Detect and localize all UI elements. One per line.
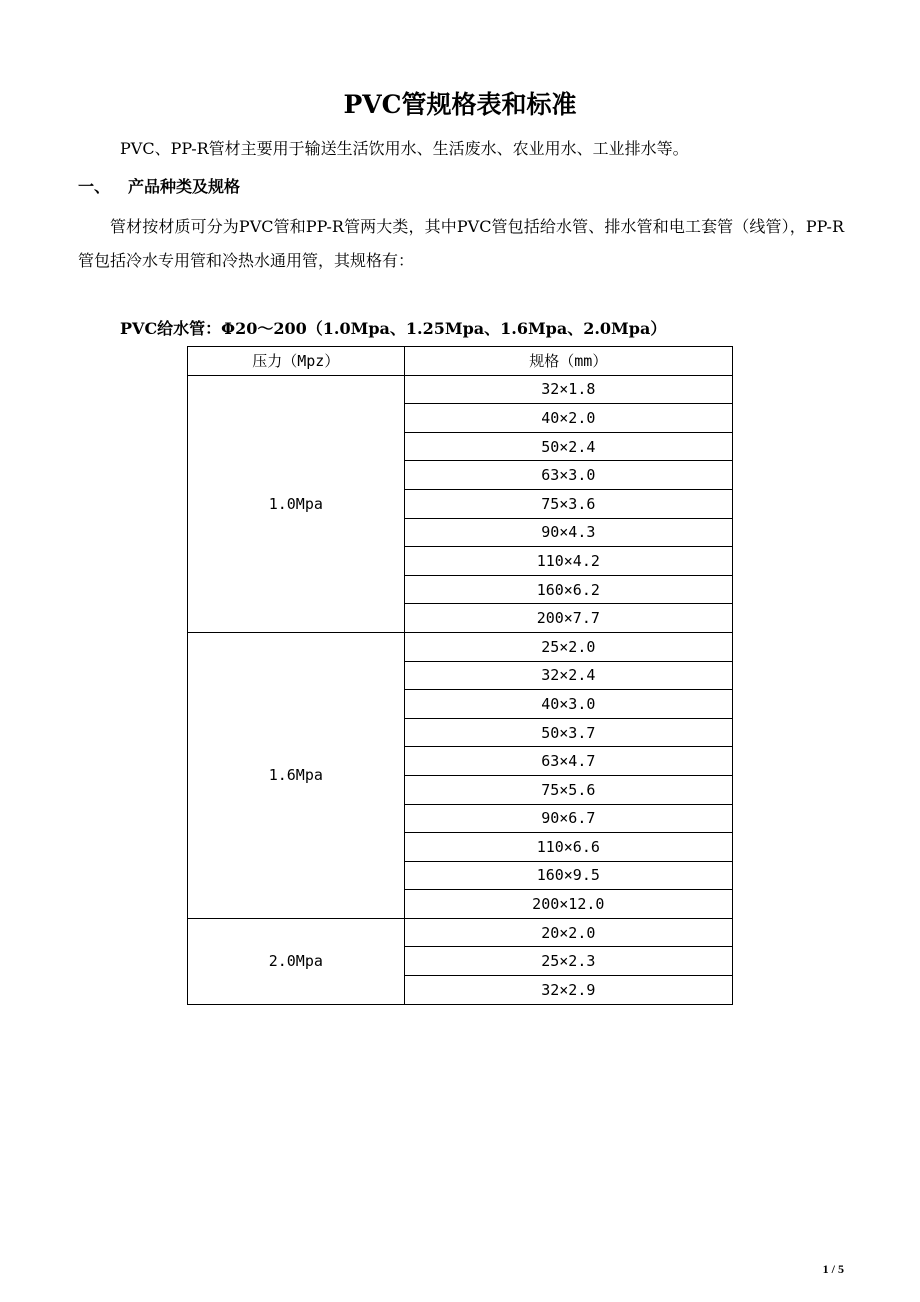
table-header-row [188, 347, 733, 376]
table-caption: PVC给水管：Φ20～200（1.0Mpa、1.25Mpa、1.6Mpa、2.0Mpa） [120, 319, 667, 338]
spec-cell: 200×7.7 [404, 604, 732, 633]
pressure-cell: 2.0Mpa [188, 918, 405, 1004]
spec-cell: 75×5.6 [404, 775, 732, 804]
spec-cell: 110×6.6 [404, 833, 732, 862]
section-heading [78, 176, 240, 198]
spec-cell: 110×4.2 [404, 547, 732, 576]
page-number: 1 / 5 [822, 1262, 844, 1276]
spec-cell: 20×2.0 [404, 918, 732, 947]
spec-cell: 75×3.6 [404, 489, 732, 518]
pressure-cell: 1.0Mpa [188, 375, 405, 632]
spec-cell: 90×4.3 [404, 518, 732, 547]
spec-cell: 160×6.2 [404, 575, 732, 604]
header-pressure: 压力（Mpz） [188, 347, 405, 376]
spec-table [187, 346, 733, 1005]
intro-paragraph: PVC、PP-R管材主要用于输送生活饮用水、生活废水、农业用水、工业排水等。 [120, 139, 689, 158]
spec-cell: 90×6.7 [404, 804, 732, 833]
spec-cell: 25×2.0 [404, 632, 732, 661]
header-spec: 规格（mm） [404, 347, 732, 376]
table-row [188, 632, 733, 661]
section-title: 产品种类及规格 [128, 177, 241, 196]
spec-cell: 200×12.0 [404, 890, 732, 919]
pressure-cell: 1.6Mpa [188, 632, 405, 918]
body-paragraph: 管材按材质可分为PVC管和PP-R管两大类，其中PVC管包括给水管、排水管和电工套管（线管），PP-R管包括冷水专用管和冷热水通用管，其规格有： [78, 217, 844, 270]
spec-table-body [188, 375, 733, 1004]
spec-cell: 32×2.9 [404, 976, 732, 1005]
table-row [188, 375, 733, 404]
spec-cell: 63×4.7 [404, 747, 732, 776]
spec-cell: 50×3.7 [404, 718, 732, 747]
section-number: 一、 [78, 177, 111, 196]
spec-cell: 63×3.0 [404, 461, 732, 490]
spec-cell: 40×2.0 [404, 404, 732, 433]
spec-cell: 32×1.8 [404, 375, 732, 404]
spec-cell: 50×2.4 [404, 432, 732, 461]
spec-cell: 40×3.0 [404, 690, 732, 719]
spec-cell: 25×2.3 [404, 947, 732, 976]
spec-cell: 32×2.4 [404, 661, 732, 690]
table-row [188, 918, 733, 947]
spec-cell: 160×9.5 [404, 861, 732, 890]
document-title: PVC管规格表和标准 [343, 90, 577, 119]
